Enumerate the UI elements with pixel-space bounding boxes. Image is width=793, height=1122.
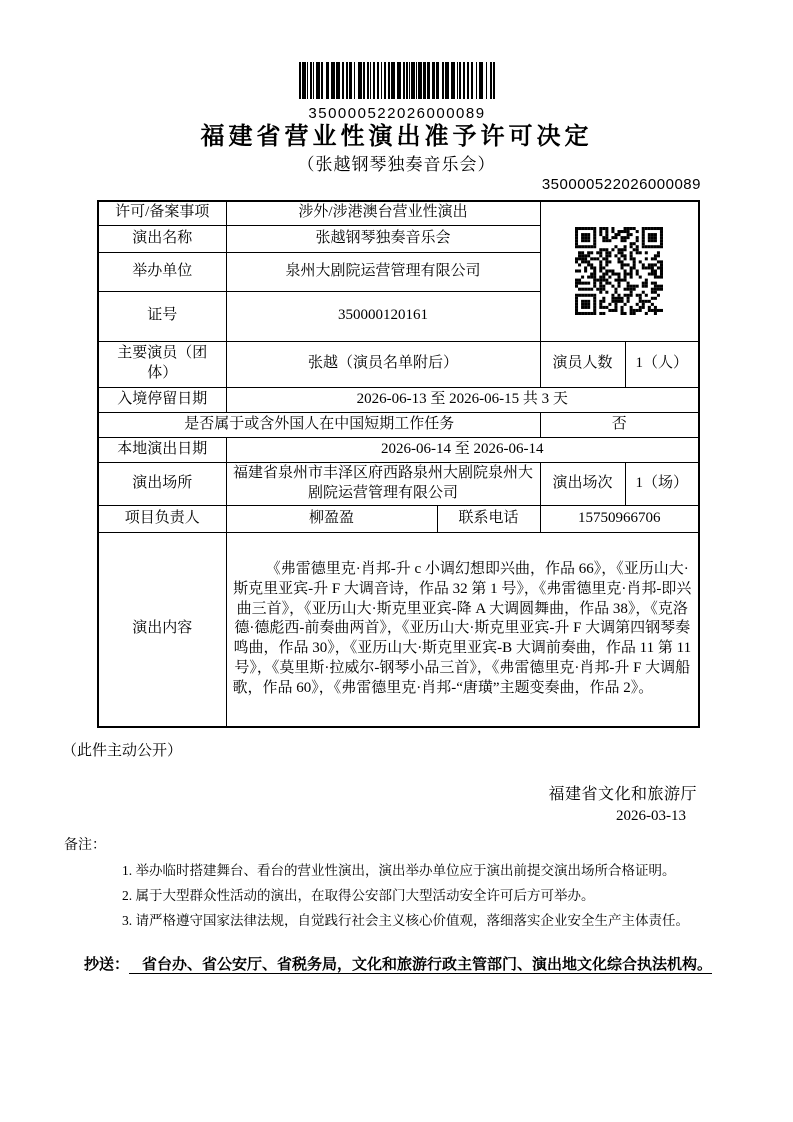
manager-label: 项目负责人 <box>98 505 226 532</box>
performer-count-value: 1（人） <box>625 341 699 387</box>
show-name-value: 张越钢琴独奏音乐会 <box>226 225 540 252</box>
organizer-label: 举办单位 <box>98 252 226 291</box>
barcode-number: 350000522026000089 <box>308 105 486 122</box>
barcode-block <box>299 62 495 122</box>
venue-label: 演出场所 <box>98 462 226 505</box>
cc-block <box>84 950 725 980</box>
sessions-label: 演出场次 <box>540 462 625 505</box>
notes-label: 备注： <box>64 838 106 853</box>
row-content <box>98 532 699 727</box>
local-dates-label: 本地演出日期 <box>98 437 226 462</box>
cc-value: 省台办、省公安厅、省税务局，文化和旅游行政主管部门、演出地文化综合执法机构。 <box>129 957 712 974</box>
content-value: 《弗雷德里克·肖邦-升 c 小调幻想即兴曲，作品 66》，《亚历山大·斯克里亚宾-升 F 大调音诗，作品 32 第 1 号》，《弗雷德里克·肖邦-即兴曲三首》，《亚历山大·斯克里亚宾-降 A 大调圆舞曲，作品 38》，《克洛德·德彪西-前奏曲两首》，《亚历山大·斯克里亚宾-升 F 大调第四钢琴奏鸣曲，作品 30》，《亚历山大·斯克里亚宾-B 大调前奏曲，作品 11 第 11 号》，《莫里斯·拉威尔-钢琴小品三首》，《弗雷德里克·肖邦-升 F 大调船歌，作品 60》，《弗雷德里克·肖邦-“唐璜”主题变奏曲，作品 2》。 <box>226 532 699 727</box>
doc-number: 350000522026000089 <box>541 176 701 193</box>
permit-table <box>97 200 700 728</box>
disclosure-note: （此件主动公开） <box>62 743 183 759</box>
qr-code-icon <box>575 227 663 315</box>
issue-date: 2026-03-13 <box>616 808 686 824</box>
local-dates-value: 2026-06-14 至 2026-06-14 <box>226 437 699 462</box>
permit-item-label: 许可/备案事项 <box>98 201 226 225</box>
phone-value: 15750966706 <box>540 505 699 532</box>
page-subtitle: （张越钢琴独奏音乐会） <box>297 155 496 174</box>
row-foreign-work <box>98 412 699 437</box>
note-item-3: 3. 请严格遵守国家法律法规，自觉践行社会主义核心价值观，落细落实企业安全生产主体责任。 <box>122 913 689 928</box>
row-permit-item <box>98 201 699 225</box>
qr-cell <box>540 201 699 341</box>
content-label: 演出内容 <box>98 532 226 727</box>
performers-value: 张越（演员名单附后） <box>226 341 540 387</box>
row-entry-stay <box>98 387 699 412</box>
row-performers <box>98 341 699 387</box>
permit-item-value: 涉外/涉港澳台营业性演出 <box>226 201 540 225</box>
sessions-value: 1（场） <box>625 462 699 505</box>
note-item-2: 2. 属于大型群众性活动的演出，在取得公安部门大型活动安全许可后方可举办。 <box>122 888 595 903</box>
page-title: 福建省营业性演出准予许可决定 <box>200 124 593 150</box>
cc-label: 抄送： <box>84 957 130 973</box>
performers-label: 主要演员（团体） <box>98 341 226 387</box>
entry-stay-label: 入境停留日期 <box>98 387 226 412</box>
organizer-value: 泉州大剧院运营管理有限公司 <box>226 252 540 291</box>
row-venue <box>98 462 699 505</box>
performer-count-label: 演员人数 <box>540 341 625 387</box>
manager-value: 柳盈盈 <box>226 505 437 532</box>
cert-no-label: 证号 <box>98 291 226 341</box>
barcode-icon <box>299 62 495 99</box>
row-manager <box>98 505 699 532</box>
issuing-agency: 福建省文化和旅游厅 <box>548 786 697 803</box>
foreign-work-label: 是否属于或含外国人在中国短期工作任务 <box>98 412 540 437</box>
foreign-work-value: 否 <box>540 412 699 437</box>
entry-stay-value: 2026-06-13 至 2026-06-15 共 3 天 <box>226 387 699 412</box>
phone-label: 联系电话 <box>437 505 540 532</box>
show-name-label: 演出名称 <box>98 225 226 252</box>
row-local-dates <box>98 437 699 462</box>
cert-no-value: 350000120161 <box>226 291 540 341</box>
note-item-1: 1. 举办临时搭建舞台、看台的营业性演出，演出举办单位应于演出前提交演出场所合格证明。 <box>122 863 676 878</box>
venue-value: 福建省泉州市丰泽区府西路泉州大剧院泉州大剧院运营管理有限公司 <box>226 462 540 505</box>
